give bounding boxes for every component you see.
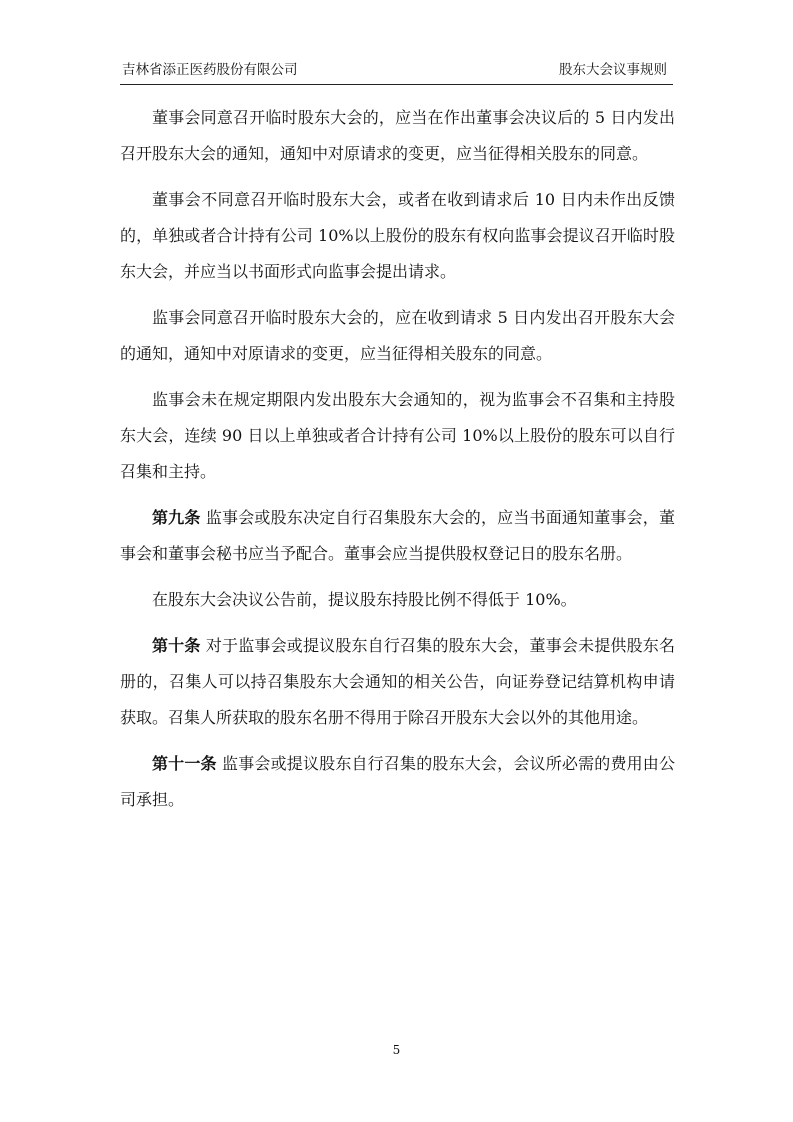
- paragraph-text: 在股东大会决议公告前，提议股东持股比例不得低于 10%。: [152, 590, 577, 609]
- page-header: [120, 60, 673, 85]
- article-paragraph: [120, 500, 675, 572]
- paragraph-text: 监事会或股东决定自行召集股东大会的，应当书面通知董事会，董事会和董事会秘书应当予配合。董事会应当提供股权登记日的股东名册。: [120, 508, 675, 563]
- paragraph: [120, 300, 675, 372]
- paragraph: [120, 100, 675, 172]
- paragraph-text: 对于监事会或提议股东自行召集的股东大会，董事会未提供股东名册的，召集人可以持召集股东大会通知的相关公告，向证券登记结算机构申请获取。召集人所获取的股东名册不得用于除召开股东大会以外的其他用途。: [120, 636, 675, 727]
- paragraph: [120, 182, 675, 290]
- paragraph-text: 监事会同意召开临时股东大会的，应在收到请求 5 日内发出召开股东大会的通知，通知中对原请求的变更，应当征得相关股东的同意。: [120, 308, 675, 363]
- paragraph-text: 监事会未在规定期限内发出股东大会通知的，视为监事会不召集和主持股东大会，连续 90 日以上单独或者合计持有公司 10%以上股份的股东可以自行召集和主持。: [120, 390, 675, 481]
- article-paragraph: [120, 746, 675, 818]
- paragraph: [120, 382, 675, 490]
- article-number: 第十条: [152, 636, 201, 655]
- article-number: 第十一条: [152, 754, 217, 773]
- paragraph-text: 董事会同意召开临时股东大会的，应当在作出董事会决议后的 5 日内发出召开股东大会的通知，通知中对原请求的变更，应当征得相关股东的同意。: [120, 108, 675, 163]
- paragraph-text: 董事会不同意召开临时股东大会，或者在收到请求后 10 日内未作出反馈的，单独或者合计持有公司 10%以上股份的股东有权向监事会提议召开临时股东大会，并应当以书面形式向监事会提出请求。: [120, 190, 675, 281]
- paragraph-text: 监事会或提议股东自行召集的股东大会，会议所必需的费用由公司承担。: [120, 754, 675, 809]
- page-number: 5: [392, 1043, 401, 1057]
- article-number: 第九条: [152, 508, 201, 527]
- header-document-title: 股东大会议事规则: [559, 62, 667, 78]
- document-body: [120, 100, 675, 818]
- header-company-name: 吉林省添正医药股份有限公司: [122, 62, 298, 78]
- article-paragraph: [120, 628, 675, 736]
- paragraph: [120, 582, 675, 618]
